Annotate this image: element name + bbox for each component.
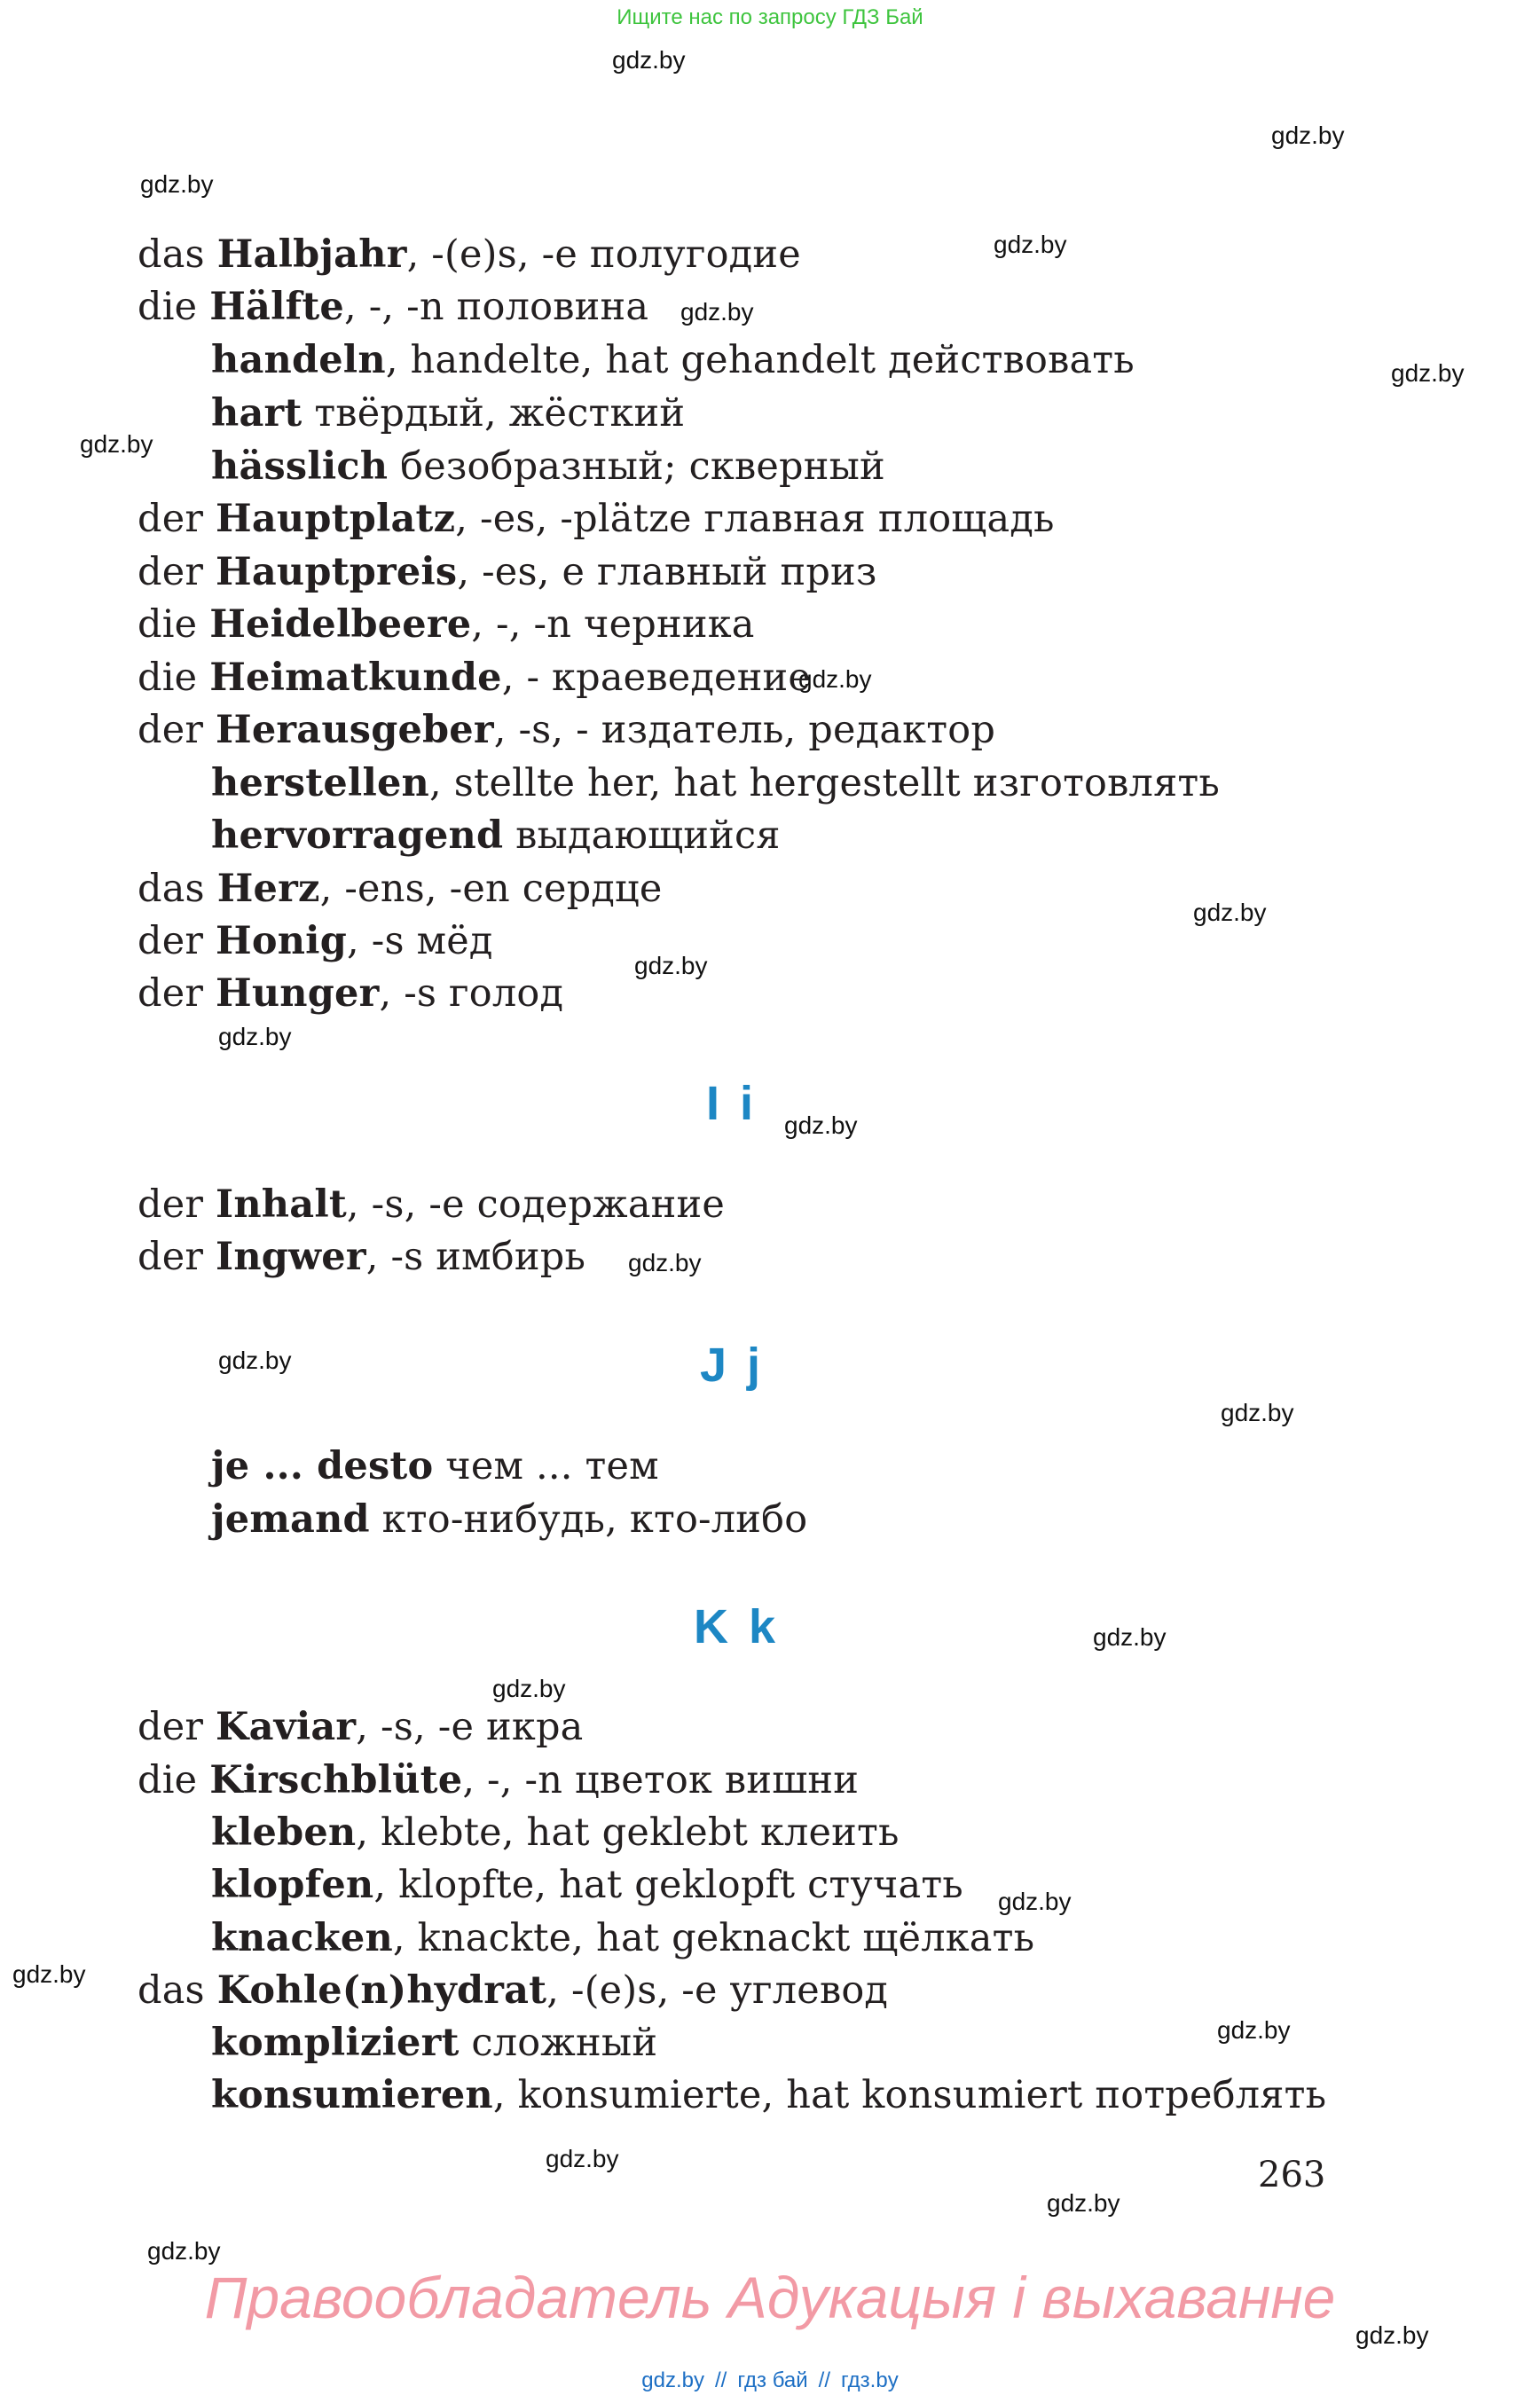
entry-article: das: [138, 867, 205, 911]
entry-word: kompliziert: [211, 2021, 460, 2065]
entry-article: die: [138, 602, 198, 647]
watermark: gdz.by: [147, 2237, 221, 2265]
entry-grammar-translation: , konsumierte, hat konsumiert потреблять: [492, 2073, 1327, 2117]
watermark: gdz.by: [140, 170, 214, 198]
entry-article: der: [138, 1235, 204, 1279]
entry-word: Ingwer: [216, 1235, 366, 1279]
entry-word: klopfen: [211, 1863, 374, 1907]
entry-word: Kaviar: [216, 1705, 357, 1749]
watermark: gdz.by: [994, 231, 1067, 258]
dictionary-entry: [138, 285, 648, 329]
watermark: gdz.by: [798, 665, 872, 693]
entry-word: knacken: [211, 1916, 393, 1960]
entry-word: konsumieren: [211, 2073, 493, 2117]
entry-word: hart: [211, 391, 302, 436]
entry-article: die: [138, 1758, 198, 1802]
dictionary-entry: [138, 1182, 725, 1227]
watermark: gdz.by: [612, 46, 686, 74]
entry-article: die: [138, 285, 198, 329]
dictionary-entry: [211, 1497, 807, 1542]
dictionary-entry: [211, 813, 781, 858]
entry-article: das: [138, 1968, 205, 2013]
dictionary-entry: [211, 338, 1135, 382]
entry-word: Hunger: [216, 971, 380, 1016]
dictionary-entry: [138, 1968, 888, 2013]
entry-grammar-translation: , -, -n цветок вишни: [462, 1758, 860, 1802]
watermark: gdz.by: [1193, 899, 1267, 926]
section-letter-i: I i: [706, 1077, 758, 1130]
watermark: gdz.by: [680, 298, 754, 326]
dictionary-entry: [138, 867, 663, 911]
entry-grammar-translation: , -s голод: [379, 971, 564, 1016]
entry-word: Herz: [216, 867, 320, 911]
entry-word: je ... desto: [211, 1444, 434, 1488]
entry-word: Hauptpreis: [216, 550, 458, 594]
entry-article: die: [138, 656, 198, 700]
page-number: 263: [1258, 2155, 1326, 2195]
entry-article: der: [138, 708, 204, 752]
dictionary-entry: [211, 761, 1220, 805]
dictionary-entry: [211, 1810, 900, 1855]
watermark: gdz.by: [1221, 1399, 1294, 1426]
dictionary-entry: [211, 2021, 657, 2065]
watermark: gdz.by: [492, 1675, 566, 1702]
entry-grammar-translation: , -ens, -en сердце: [319, 867, 663, 911]
entry-grammar-translation: , stellte her, hat hergestellt изготовлять: [429, 761, 1220, 805]
entry-grammar-translation: , -es, -plätze главная площадь: [455, 497, 1055, 541]
entry-grammar-translation: , klopfte, hat geklopft стучать: [373, 1863, 963, 1907]
watermark: gdz.by: [634, 952, 708, 979]
top-banner: Ищите нас по запросу ГДЗ Бай: [617, 5, 923, 29]
entry-word: hervorragend: [211, 813, 504, 858]
entry-article: der: [138, 919, 204, 963]
watermark: gdz.by: [1271, 122, 1345, 149]
entry-word: Kirschblüte: [209, 1758, 463, 1802]
entry-word: jemand: [211, 1497, 370, 1542]
entry-grammar-translation: , -s, - издатель, редактор: [493, 708, 996, 752]
entry-grammar-translation: , -s, -e содержание: [346, 1182, 726, 1227]
dictionary-entry: [211, 1863, 963, 1907]
dictionary-entry: [138, 1235, 585, 1279]
entry-grammar-translation: , -(e)s, -e полугодие: [406, 232, 801, 277]
dictionary-entry: [138, 602, 755, 647]
watermark: gdz.by: [998, 1888, 1072, 1915]
entry-translation: твёрдый, жёсткий: [302, 391, 686, 436]
footer-separator: //: [818, 2368, 830, 2392]
entry-grammar-translation: , -(e)s, -e углевод: [546, 1968, 889, 2013]
section-letter-j: J j: [700, 1339, 765, 1392]
entry-grammar-translation: , -s мёд: [347, 919, 493, 963]
footer-separator: //: [715, 2368, 727, 2392]
entry-article: der: [138, 550, 204, 594]
entry-grammar-translation: , -s имбирь: [365, 1235, 586, 1279]
entry-translation: безобразный; скверный: [388, 444, 885, 489]
entry-word: Hauptplatz: [216, 497, 456, 541]
entry-article: der: [138, 1182, 204, 1227]
footer-link-gdz-bai[interactable]: гдз бай: [737, 2368, 808, 2392]
entry-article: das: [138, 232, 205, 277]
entry-article: der: [138, 1705, 204, 1749]
entry-word: Heimatkunde: [209, 656, 502, 700]
dictionary-entry: [211, 2073, 1326, 2117]
dictionary-entry: [211, 1916, 1034, 1960]
dictionary-entry: [138, 919, 493, 963]
watermark: gdz.by: [628, 1249, 702, 1276]
entry-grammar-translation: , -, -n половина: [343, 285, 649, 329]
watermark: gdz.by: [1047, 2189, 1120, 2217]
watermark: gdz.by: [218, 1347, 292, 1374]
entry-word: herstellen: [211, 761, 429, 805]
entry-grammar-translation: , handelte, hat gehandelt действовать: [385, 338, 1135, 382]
entry-word: handeln: [211, 338, 386, 382]
entry-word: hässlich: [211, 444, 389, 489]
entry-grammar-translation: , -, -n черника: [471, 602, 755, 647]
dictionary-entry: [138, 550, 877, 594]
footer-link-gdz[interactable]: gdz.by: [641, 2368, 704, 2392]
section-letter-k: K k: [694, 1600, 780, 1653]
entry-grammar-translation: , -es, e главный приз: [457, 550, 877, 594]
entry-translation: выдающийся: [503, 813, 781, 858]
entry-word: kleben: [211, 1810, 357, 1855]
dictionary-entry: [138, 232, 801, 277]
entry-grammar-translation: , knackte, hat geknackt щёлкать: [392, 1916, 1035, 1960]
dictionary-entry: [138, 1705, 584, 1749]
entry-translation: кто-нибудь, кто-либо: [369, 1497, 808, 1542]
watermark: gdz.by: [546, 2145, 619, 2172]
copyright-notice: Правообладатель Адукацыя і выхаванне: [204, 2265, 1336, 2330]
entry-grammar-translation: , -s, -e икра: [356, 1705, 584, 1749]
entry-word: Herausgeber: [216, 708, 494, 752]
entry-article: der: [138, 497, 204, 541]
entry-grammar-translation: , - краеведение: [501, 656, 812, 700]
entry-article: der: [138, 971, 204, 1016]
footer-links: [0, 2368, 1540, 2393]
entry-word: Kohle(n)hydrat: [216, 1968, 547, 2013]
entry-word: Honig: [216, 919, 347, 963]
watermark: gdz.by: [80, 430, 153, 458]
watermark: gdz.by: [1355, 2321, 1429, 2349]
watermark: gdz.by: [12, 1960, 86, 1988]
entry-translation: сложный: [459, 2021, 658, 2065]
footer-link-gdz-by[interactable]: гдз.by: [841, 2368, 899, 2392]
watermark: gdz.by: [1391, 359, 1465, 387]
entry-word: Halbjahr: [216, 232, 407, 277]
entry-word: Hälfte: [209, 285, 344, 329]
entry-grammar-translation: , klebte, hat geklebt клеить: [356, 1810, 900, 1855]
dictionary-entry: [138, 1758, 859, 1802]
watermark: gdz.by: [1217, 2016, 1291, 2044]
watermark: gdz.by: [1093, 1623, 1167, 1651]
dictionary-entry: [138, 656, 811, 700]
dictionary-entry: [211, 444, 885, 489]
watermark: gdz.by: [784, 1111, 858, 1139]
entry-translation: чем ... тем: [433, 1444, 659, 1488]
entry-word: Heidelbeere: [209, 602, 472, 647]
entry-word: Inhalt: [216, 1182, 347, 1227]
dictionary-entry: [211, 391, 685, 436]
dictionary-entry: [138, 497, 1055, 541]
dictionary-entry: [138, 708, 995, 752]
dictionary-entry: [138, 971, 563, 1016]
dictionary-entry: [211, 1444, 659, 1488]
watermark: gdz.by: [218, 1023, 292, 1050]
